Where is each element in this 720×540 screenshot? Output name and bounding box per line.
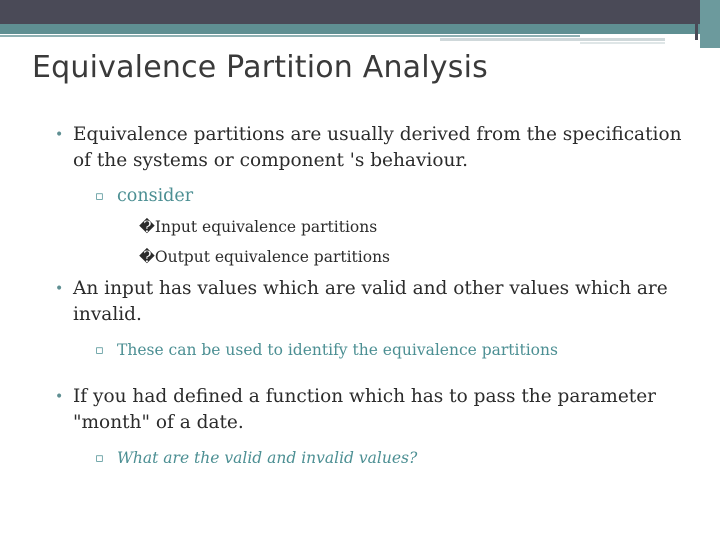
- bullet-item-3: [55, 384, 695, 436]
- slide-title: Equivalence Partition Analysis: [32, 50, 488, 85]
- sub-bullet-marker: ▫: [95, 451, 104, 466]
- header-band-teal: [0, 24, 720, 34]
- bullet-item-1: [55, 122, 695, 174]
- sub-bullet-item-2: [95, 338, 695, 362]
- header-accent-right-2: [695, 0, 698, 40]
- sub-bullet-text: These can be used to identify the equivalence partitions: [117, 341, 558, 359]
- bullet-marker: •: [55, 127, 64, 143]
- sub-bullet-marker: ▫: [95, 189, 104, 204]
- bullet-item-2: [55, 276, 695, 328]
- bullet-text: If you had defined a function which has to pass the parameter "month" of a date.: [73, 386, 657, 433]
- bullet-text: An input has values which are valid and other values which are invalid.: [73, 278, 668, 325]
- header-accent-light: [440, 38, 665, 41]
- bullet-marker: •: [55, 281, 64, 297]
- sub-bullet-text: What are the valid and invalid values?: [117, 449, 418, 467]
- header-accent-line: [0, 35, 580, 37]
- sub-bullet-text: consider: [117, 186, 194, 206]
- spacer: [55, 370, 695, 384]
- header-accent-right: [700, 0, 720, 48]
- subsub-item-output: �Output equivalence partitions: [139, 248, 391, 266]
- sub-bullet-item-3: [95, 446, 695, 470]
- sub-bullet-marker: ▫: [95, 343, 104, 358]
- header-band-dark: [0, 0, 720, 24]
- bullet-text: Equivalence partitions are usually derived from the specification of the systems or component 's behaviour.: [73, 124, 682, 171]
- header-accent-light-2: [580, 42, 665, 44]
- bullet-marker: •: [55, 389, 64, 405]
- subsub-item-input: �Input equivalence partitions: [139, 218, 378, 236]
- slide-body: [55, 122, 695, 478]
- sub-bullet-item-1: [95, 184, 695, 208]
